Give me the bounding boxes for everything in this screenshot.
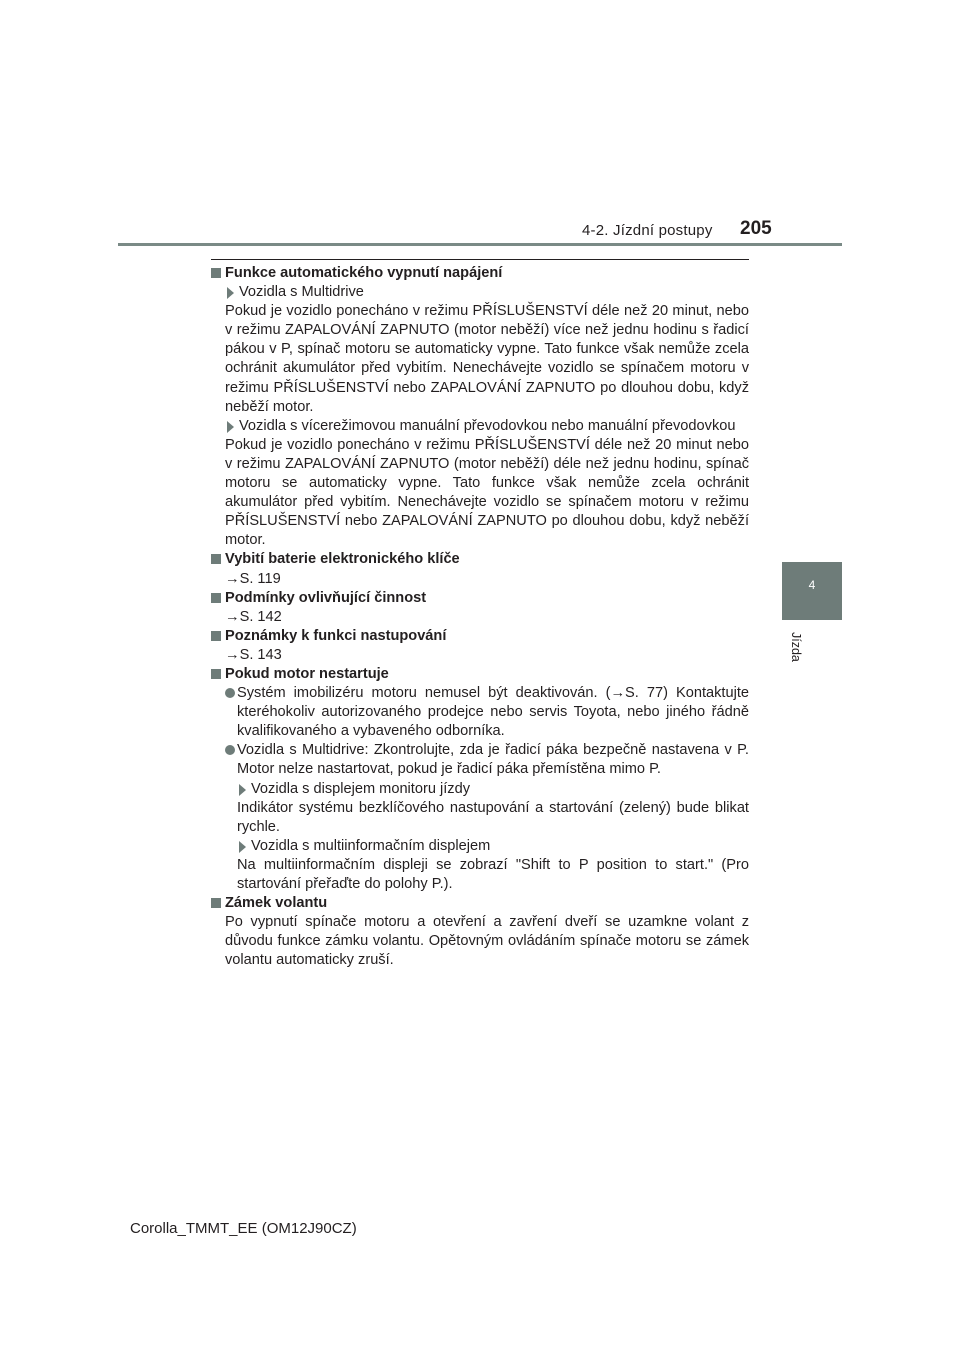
page-reference-119[interactable]: →S. 119	[225, 570, 281, 587]
heading-engine-not-starting: Pokud motor nestartuje	[211, 665, 749, 684]
page-number: 205	[740, 218, 772, 239]
heading-conditions: Podmínky ovlivňující činnost	[211, 589, 749, 608]
subheading-multi-info: Vozidla s multiinformačním displejem	[211, 837, 749, 856]
heading-steering-lock: Zámek volantu	[211, 894, 749, 913]
header-divider	[118, 243, 842, 246]
heading-auto-power-off: Funkce automatického vypnutí napájení	[211, 264, 749, 283]
page-reference-142[interactable]: →S. 142	[225, 608, 282, 625]
chapter-tab	[782, 562, 842, 620]
content-body	[211, 264, 749, 970]
paragraph-steering-lock: Po vypnutí spínače motoru a otevření a zavření dveří se uzamkne volant z důvodu funkce zámku volantu. Opětovným ovládáním spínače motoru se zámek volantu automaticky zruší.	[225, 914, 749, 969]
paragraph-multidrive: Pokud je vozidlo ponecháno v režimu PŘÍSLUŠENSTVÍ déle než 20 minut, nebo v režimu ZAPALOVÁNÍ ZAPNUTO (motor neběží) více než jednu hodinu s řadicí pákou v P, spínač motoru se automaticky vypne. Tato funkce však nemůže zcela ochránit akumulátor před vybitím. Nenechávejte vozidlo se spínačem motoru v režimu PŘÍSLUŠENSTVÍ nebo ZAPALOVÁNÍ ZAPNUTO po dlouhou dobu, když neběží motor.	[225, 303, 749, 415]
page-header	[0, 0, 960, 250]
footer-model: Corolla_TMMT_EE (OM12J90CZ)	[130, 1220, 357, 1237]
bullet-shift-lever: Vozidla s Multidrive: Zkontrolujte, zda je řadicí páka bezpečně nastavena v P. Motor nelze nastartovat, pokud je řadicí páka přemístěna mimo P.	[211, 741, 749, 779]
chapter-label-text: Jízda	[789, 632, 803, 662]
subheading-drive-monitor: Vozidla s displejem monitoru jízdy	[211, 780, 749, 799]
chapter-label	[791, 632, 831, 672]
paragraph-multi-info: Na multiinformačním displeji se zobrazí "Shift to P position to start." (Pro startování přeřaďte do polohy P.).	[237, 856, 749, 892]
heading-entry-notes: Poznámky k funkci nastupování	[211, 627, 749, 646]
bullet-immobilizer: Systém imobilizéru motoru nemusel být deaktivován. (→S. 77) Kontaktujte kteréhokoliv autorizovaného prodejce nebo servis Toyota, nebo jiného řádně kvalifikovaného a vybaveného odborníka.	[211, 684, 749, 741]
page-reference-143[interactable]: →S. 143	[225, 646, 282, 663]
subheading-manual: Vozidla s vícerežimovou manuální převodovkou nebo manuální převodovkou	[211, 417, 749, 436]
chapter-number: 4	[808, 578, 816, 592]
paragraph-drive-monitor: Indikátor systému bezklíčového nastupování a startování (zelený) bude blikat rychle.	[237, 799, 749, 835]
paragraph-manual: Pokud je vozidlo ponecháno v režimu PŘÍSLUŠENSTVÍ déle než 20 minut nebo v režimu ZAPALOVÁNÍ ZAPNUTO (motor neběží) déle než jednu hodinu, spínač motoru se automaticky vypne. Tato funkce však nemůže zcela ochránit akumulátor před vybitím. Nenechávejte vozidlo se spínačem motoru v režimu PŘÍSLUŠENSTVÍ nebo ZAPALOVÁNÍ ZAPNUTO po dlouhou dobu, když neběží motor.	[225, 436, 749, 549]
content-divider	[211, 259, 749, 260]
heading-key-battery: Vybití baterie elektronického klíče	[211, 550, 749, 569]
section-label: 4-2. Jízdní postupy	[582, 222, 713, 239]
subheading-multidrive: Vozidla s Multidrive	[211, 283, 749, 302]
